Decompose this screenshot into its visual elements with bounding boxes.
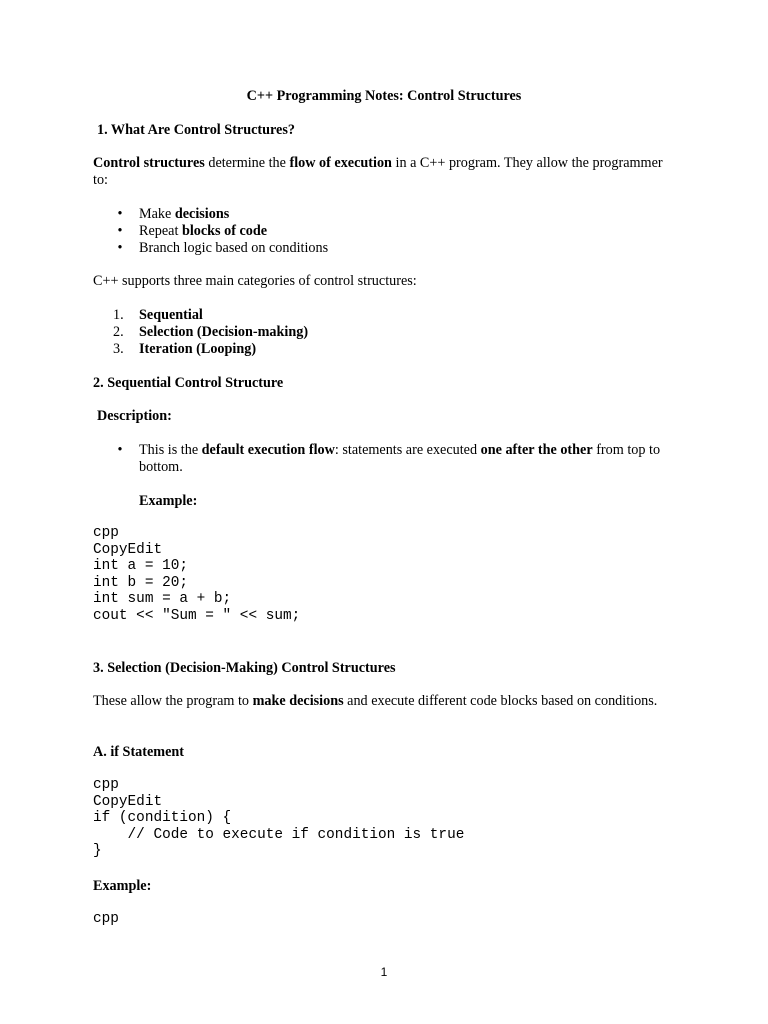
list-item	[93, 307, 678, 324]
document-title: C++ Programming Notes: Control Structures	[246, 88, 522, 104]
list-item	[93, 324, 678, 341]
bullet-text: This is the	[139, 442, 202, 458]
code-block-sequential: cpp CopyEdit int a = 10; int b = 20; int sum = a + b; cout << "Sum = " << sum;	[93, 525, 301, 624]
term-default-execution-flow: default execution flow	[201, 442, 335, 458]
categories-intro: C++ supports three main categories of control structures:	[93, 273, 417, 289]
section-2-bullet-list	[93, 442, 678, 476]
intro-text-end: in a C++ program. They allow the programmer to:	[93, 155, 663, 188]
code-block-if-statement: cpp CopyEdit if (condition) { // Code to execute if condition is true }	[93, 777, 465, 860]
categories-numbered-list	[93, 307, 678, 358]
bullet-bold-text: decisions	[174, 206, 230, 222]
term-flow-of-execution: flow of execution	[289, 155, 392, 171]
section-1-bullet-list	[93, 206, 678, 257]
list-item	[93, 341, 678, 358]
term-control-structures: Control structures	[93, 155, 205, 171]
example-label: Example:	[93, 878, 152, 894]
section-3-heading: 3. Selection (Decision-Making) Control Structures	[93, 660, 396, 676]
bullet-text: from top to bottom.	[139, 442, 661, 475]
category-label: Sequential	[139, 307, 203, 323]
section-3-intro-paragraph	[93, 693, 678, 710]
category-label: Selection (Decision-making)	[139, 324, 309, 340]
page-number: 1	[380, 965, 388, 979]
intro-text: and execute different code blocks based on conditions.	[343, 693, 658, 709]
bullet-text: : statements are executed	[334, 442, 481, 458]
list-item	[93, 240, 678, 257]
intro-text-mid: determine the	[204, 155, 290, 171]
term-make-decisions: make decisions	[252, 693, 344, 709]
code-block-if-example: cpp	[93, 911, 119, 927]
section-2-heading: 2. Sequential Control Structure	[93, 375, 284, 391]
bullet-icon: •	[117, 223, 123, 239]
list-item	[93, 442, 678, 476]
list-number: 2.	[113, 324, 124, 340]
bullet-text: Branch logic based on conditions	[139, 240, 329, 256]
list-item	[93, 223, 678, 240]
bullet-icon: •	[117, 240, 123, 256]
bullet-icon: •	[117, 442, 123, 458]
bullet-text: Repeat	[139, 223, 182, 239]
category-label: Iteration (Looping)	[139, 341, 257, 357]
list-number: 3.	[113, 341, 124, 357]
term-one-after-the-other: one after the other	[480, 442, 593, 458]
subsection-a-heading: A. if Statement	[93, 744, 185, 760]
section-1-heading: 1. What Are Control Structures?	[97, 122, 295, 138]
list-item	[93, 206, 678, 223]
bullet-bold-text: blocks of code	[181, 223, 268, 239]
bullet-text: Make	[139, 206, 175, 222]
intro-text: These allow the program to	[93, 693, 253, 709]
list-number: 1.	[113, 307, 124, 323]
section-1-intro-paragraph	[93, 155, 678, 189]
description-label: Description:	[97, 408, 172, 424]
bullet-icon: •	[117, 206, 123, 222]
example-label: Example:	[139, 493, 198, 509]
